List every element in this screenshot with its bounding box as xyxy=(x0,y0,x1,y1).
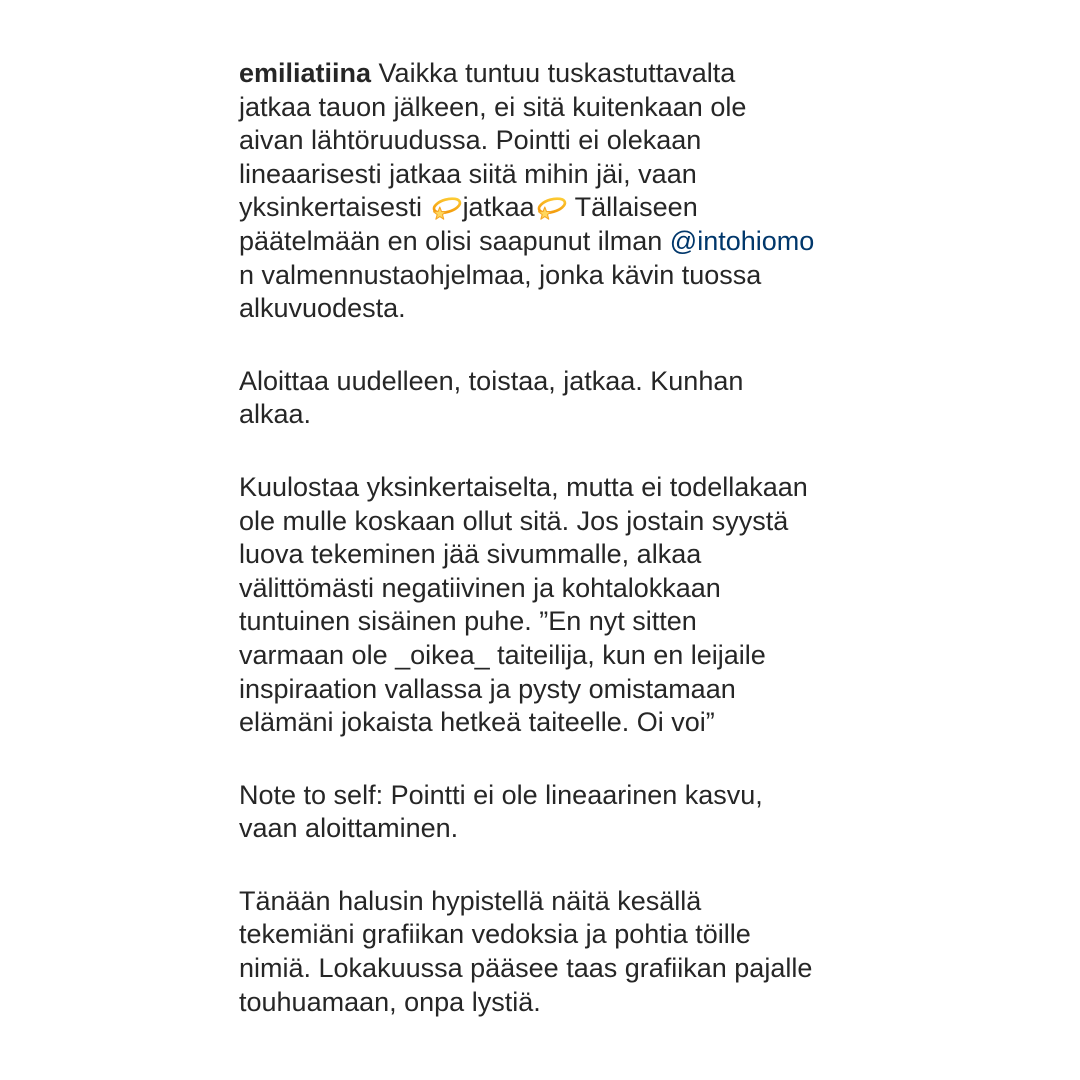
caption-line xyxy=(239,91,879,125)
caption-text: varmaan ole _oikea_ taiteilija, kun en leijaile xyxy=(239,639,766,670)
mention-link[interactable]: @intohiomo xyxy=(669,225,815,256)
caption-line xyxy=(239,572,879,606)
caption-paragraph-4 xyxy=(239,779,879,846)
caption-line xyxy=(239,191,879,225)
caption-line xyxy=(239,505,879,539)
caption-line xyxy=(239,124,879,158)
caption-line xyxy=(239,952,879,986)
caption-line xyxy=(239,885,879,919)
caption-line xyxy=(239,639,879,673)
caption-text: touhuamaan, onpa lystiä. xyxy=(239,986,541,1017)
caption-text: luova tekeminen jää sivummalle, alkaa xyxy=(239,539,702,570)
caption-line xyxy=(239,158,879,192)
caption-line xyxy=(239,605,879,639)
caption-paragraph-2 xyxy=(239,365,879,432)
caption-line xyxy=(239,538,879,572)
caption-text: tekemiäni grafiikan vedoksia ja pohtia töille xyxy=(239,919,751,950)
caption-text: lineaarisesti jatkaa siitä mihin jäi, vaan xyxy=(239,158,697,189)
dizzy-emoji-icon xyxy=(430,194,463,221)
caption-line xyxy=(239,259,879,293)
caption-text: Kuulostaa yksinkertaiselta, mutta ei todellakaan xyxy=(239,471,808,502)
dizzy-emoji-icon xyxy=(535,194,568,221)
caption-text: Note to self: Pointti ei ole lineaarinen kasvu, xyxy=(239,779,763,810)
caption-line xyxy=(239,673,879,707)
caption-text: päätelmään en olisi saapunut ilman xyxy=(239,225,670,256)
caption-line xyxy=(239,57,879,91)
caption-text: alkaa. xyxy=(239,399,312,430)
caption-line xyxy=(239,365,879,399)
caption-line xyxy=(239,706,879,740)
caption-text: välittömästi negatiivinen ja kohtalokkaan xyxy=(239,572,721,603)
caption-text: jatkaa tauon jälkeen, ei sitä kuitenkaan ole xyxy=(239,91,747,122)
caption-line xyxy=(239,918,879,952)
caption xyxy=(239,57,879,1019)
caption-text: alkuvuodesta. xyxy=(239,293,406,324)
caption-text: tuntuinen sisäinen puhe. ”En nyt sitten xyxy=(239,606,697,637)
caption-text: yksinkertaisesti xyxy=(239,192,430,223)
caption-paragraph-1 xyxy=(239,57,879,326)
caption-text: inspiraation vallassa ja pysty omistamaan xyxy=(239,673,736,704)
caption-text: Vaikka tuntuu tuskastuttavalta xyxy=(371,58,736,88)
username-link[interactable]: emiliatiina xyxy=(239,58,372,88)
caption-paragraph-5 xyxy=(239,885,879,1019)
caption-text: nimiä. Lokakuussa pääsee taas grafiikan pajalle xyxy=(239,953,813,984)
caption-line xyxy=(239,812,879,846)
caption-text: ole mulle koskaan ollut sitä. Jos jostain syystä xyxy=(239,505,789,536)
caption-text: n valmennustaohjelmaa, jonka kävin tuossa xyxy=(239,259,762,290)
caption-line xyxy=(239,779,879,813)
caption-text: jatkaa xyxy=(462,192,535,223)
caption-text: Tällaiseen xyxy=(567,192,698,223)
caption-line xyxy=(239,225,879,259)
caption-line xyxy=(239,398,879,432)
caption-text: aivan lähtöruudussa. Pointti ei olekaan xyxy=(239,125,702,156)
caption-text: Tänään halusin hypistellä näitä kesällä xyxy=(239,885,702,916)
caption-text: vaan aloittaminen. xyxy=(239,813,459,844)
caption-line xyxy=(239,986,879,1020)
caption-line xyxy=(239,292,879,326)
caption-paragraph-3 xyxy=(239,471,879,740)
caption-text: elämäni jokaista hetkeä taiteelle. Oi voi” xyxy=(239,707,715,738)
caption-text: Aloittaa uudelleen, toistaa, jatkaa. Kunhan xyxy=(239,365,744,396)
caption-line xyxy=(239,471,879,505)
